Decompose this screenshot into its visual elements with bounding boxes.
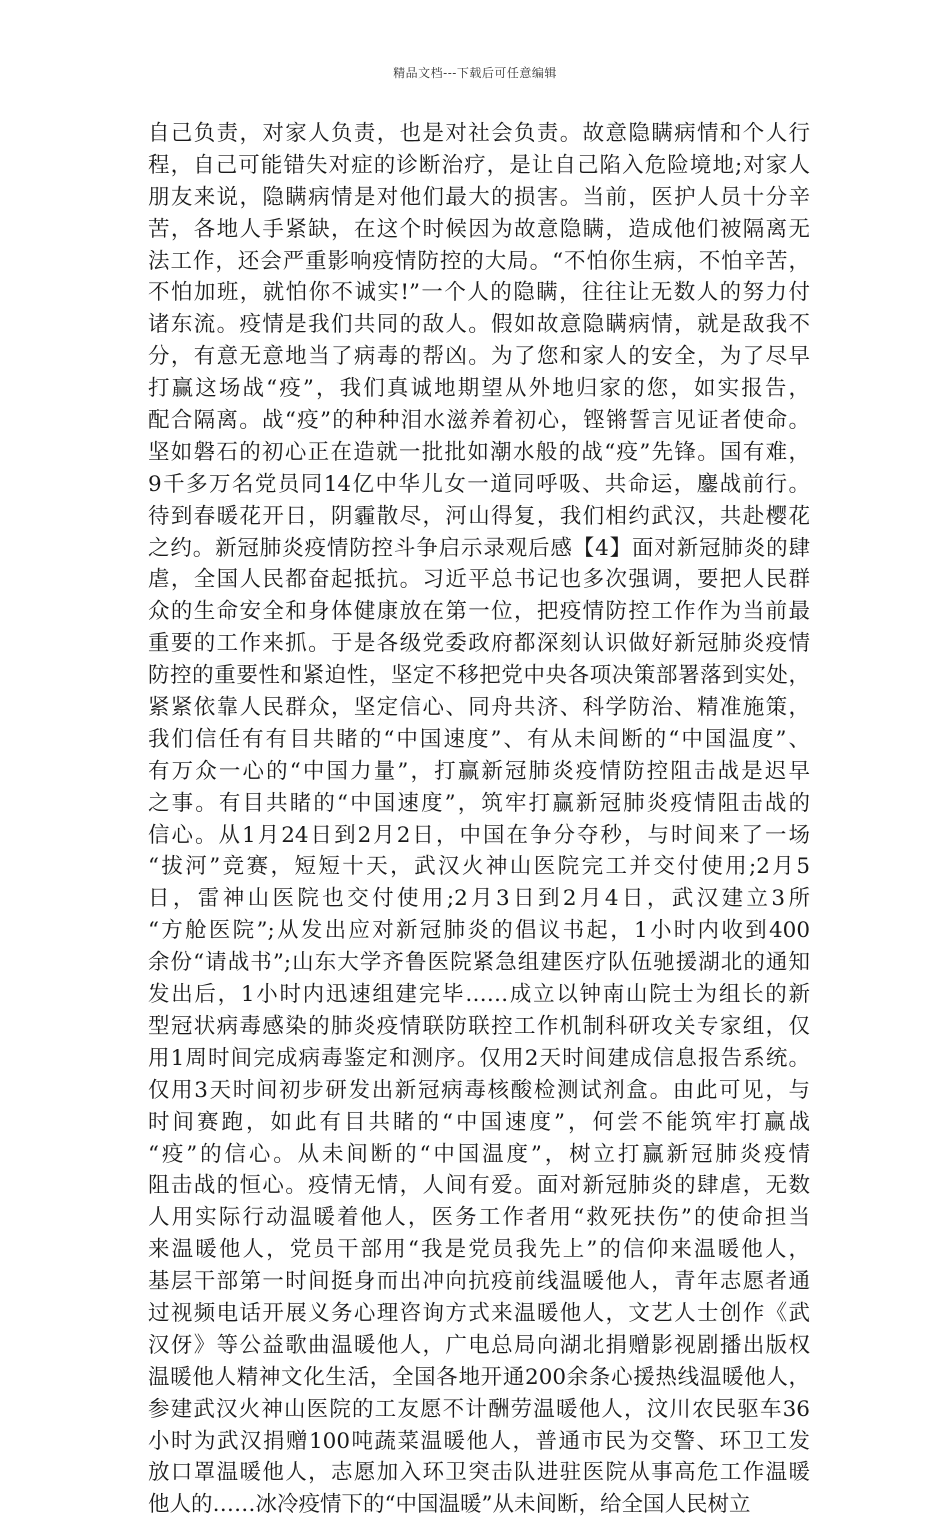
text-line: 自己负责，对家人负责，也是对社会负责。故意隐瞒病情和个人行 [148, 121, 810, 146]
text-line: 过视频电话开展义务心理咨询方式来温暖他人，文艺人士创作《武 [148, 1300, 810, 1326]
text-line: 分，有意无意地当了病毒的帮凶。为了您和家人的安全，为了尽早 [148, 344, 810, 370]
text-line: 放口罩温暖他人，志愿加入环卫突击队进驻医院从事高危工作温暖 [148, 1460, 810, 1486]
text-line: 虐，全国人民都奋起抵抗。习近平总书记也多次强调，要把人民群 [148, 567, 810, 593]
text-line: 诸东流。疫情是我们共同的敌人。假如故意隐瞒病情，就是敌我不 [148, 312, 810, 338]
text-line: 发出后，1小时内迅速组建完毕……成立以钟南山院士为组长的新 [148, 982, 810, 1008]
text-line: 参建武汉火神山医院的工友愿不计酬劳温暖他人，汶川农民驱车36 [148, 1396, 810, 1422]
page-header: 精品文档---下载后可任意编辑 [393, 66, 557, 80]
text-line: 阻击战的恒心。疫情无情，人间有爱。面对新冠肺炎的肆虐，无数 [148, 1173, 810, 1199]
text-line: 之约。新冠肺炎疫情防控斗争启示录观后感【4】面对新冠肺炎的肆 [148, 535, 810, 561]
text-line: 用1周时间完成病毒鉴定和测序。仅用2天时间建成信息报告系统。 [148, 1045, 810, 1071]
text-line: 坚如磐石的初心正在造就一批批如潮水般的战“疫”先锋。国有难， [148, 439, 810, 465]
text-line: 时间赛跑，如此有目共睹的“中国速度”，何尝不能筑牢打赢战 [148, 1109, 810, 1135]
text-line: 不怕加班，就怕你不诚实!”一个人的隐瞒，往往让无数人的努力付 [148, 280, 810, 306]
text-line: 防控的重要性和紧迫性，坚定不移把党中央各项决策部署落到实处， [148, 663, 810, 689]
text-line: 余份“请战书”;山东大学齐鲁医院紧急组建医疗队伍驰援湖北的通知 [148, 950, 810, 976]
text-line: 众的生命安全和身体健康放在第一位，把疫情防控工作作为当前最 [148, 599, 810, 625]
text-line: 小时为武汉捐赠100吨蔬菜温暖他人，普通市民为交警、环卫工发 [148, 1428, 810, 1454]
text-line: 9千多万名党员同14亿中华儿女一道同呼吸、共命运，鏖战前行。 [148, 471, 810, 497]
text-line: 程，自己可能错失对症的诊断治疗，是让自己陷入危险境地;对家人 [148, 152, 810, 178]
text-line: 他人的……冰冷疫情下的“中国温暖”从未间断，给全国人民树立 [148, 1492, 751, 1518]
text-line: 基层干部第一时间挺身而出冲向抗疫前线温暖他人，青年志愿者通 [148, 1269, 810, 1295]
text-line: “疫”的信心。从未间断的“中国温度”，树立打赢新冠肺炎疫情 [148, 1141, 810, 1167]
text-line: 人用实际行动温暖着他人，医务工作者用“救死扶伤”的使命担当 [148, 1205, 810, 1231]
text-line: 有万众一心的“中国力量”，打赢新冠肺炎疫情防控阻击战是迟早 [148, 758, 810, 784]
text-line: “方舱医院”;从发出应对新冠肺炎的倡议书起，1小时内收到400 [148, 918, 810, 944]
text-line: 法工作，还会严重影响疫情防控的大局。“不怕你生病，不怕辛苦， [148, 248, 810, 274]
text-line: 日，雷神山医院也交付使用;2月3日到2月4日，武汉建立3所 [148, 886, 810, 912]
text-line: “拔河”竞赛，短短十天，武汉火神山医院完工并交付使用;2月5 [148, 854, 810, 880]
text-line: 温暖他人精神文化生活，全国各地开通200余条心援热线温暖他人， [148, 1364, 810, 1390]
text-line: 重要的工作来抓。于是各级党委政府都深刻认识做好新冠肺炎疫情 [148, 631, 810, 657]
text-line: 型冠状病毒感染的肺炎疫情联防联控工作机制科研攻关专家组，仅 [148, 1013, 810, 1039]
text-line: 朋友来说，隐瞒病情是对他们最大的损害。当前，医护人员十分辛 [148, 184, 810, 210]
text-line: 紧紧依靠人民群众，坚定信心、同舟共济、科学防治、精准施策， [148, 695, 810, 721]
text-line: 我们信任有有目共睹的“中国速度”、有从未间断的“中国温度”、 [148, 726, 810, 752]
text-line: 仅用3天时间初步研发出新冠病毒核酸检测试剂盒。由此可见，与 [148, 1077, 810, 1103]
text-line: 之事。有目共睹的“中国速度”，筑牢打赢新冠肺炎疫情阻击战的 [148, 790, 810, 816]
text-line: 打赢这场战“疫”，我们真诚地期望从外地归家的您，如实报告， [148, 376, 810, 402]
text-line: 配合隔离。战“疫”的种种泪水滋养着初心，铿锵誓言见证者使命。 [148, 408, 810, 434]
text-line: 信心。从1月24日到2月2日，中国在争分夺秒，与时间来了一场 [148, 822, 810, 848]
document-body [148, 118, 810, 1521]
text-line: 来温暖他人，党员干部用“我是党员我先上”的信仰来温暖他人， [148, 1237, 810, 1263]
text-line: 汉伢》等公益歌曲温暖他人，广电总局向湖北捐赠影视剧播出版权 [148, 1332, 810, 1358]
text-line: 苦，各地人手紧缺，在这个时候因为故意隐瞒，造成他们被隔离无 [148, 216, 810, 242]
text-line: 待到春暖花开日，阴霾散尽，河山得复，我们相约武汉，共赴樱花 [148, 503, 810, 529]
